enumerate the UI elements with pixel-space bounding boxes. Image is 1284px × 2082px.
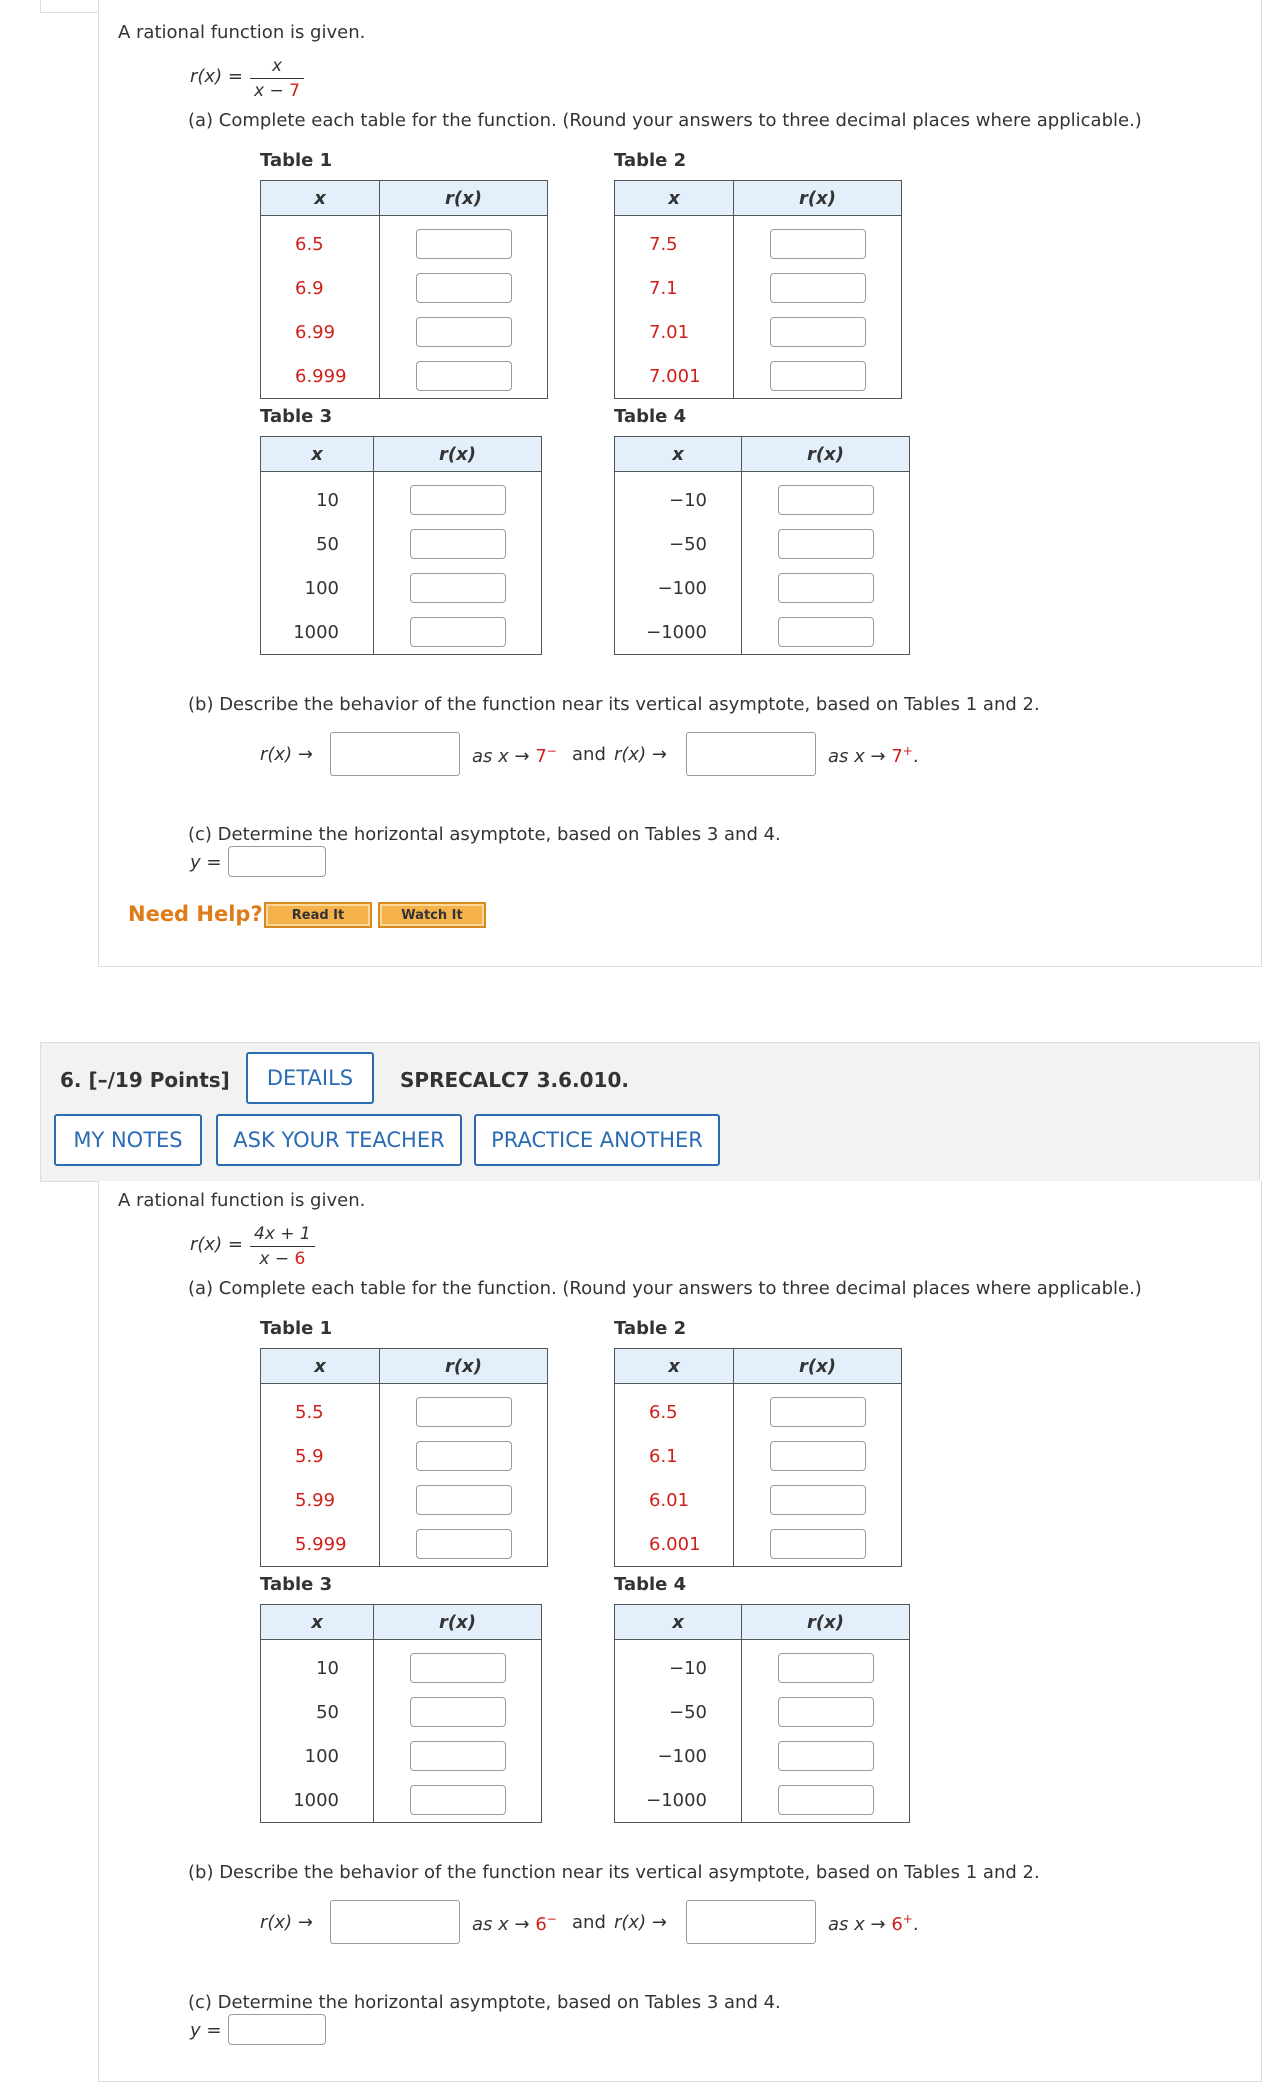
q5-table2-x: 7.001 <box>615 354 734 399</box>
q6-table3-r-input[interactable] <box>410 1653 506 1683</box>
q6-table4-r-input[interactable] <box>778 1741 874 1771</box>
q5-table4-x: −100 <box>615 566 742 610</box>
q6-table1-x: 5.5 <box>261 1384 380 1435</box>
q6-table2-col-x: x <box>615 1349 734 1384</box>
q5-table1-r-input[interactable] <box>416 361 512 391</box>
q6-table2-r-input[interactable] <box>770 1529 866 1559</box>
q5-c-asymptote-input[interactable] <box>228 846 326 877</box>
q5-table3-r-input[interactable] <box>410 617 506 647</box>
q6-table2 <box>614 1348 902 1567</box>
q5-table3-x: 1000 <box>261 610 374 655</box>
q5-table1 <box>260 180 548 399</box>
q6-b-limit-right-input[interactable] <box>686 1900 816 1944</box>
q6-table2-x: 6.001 <box>615 1522 734 1567</box>
q5-table2-x: 7.01 <box>615 310 734 354</box>
q5-c-y: y = <box>190 852 222 873</box>
q6-b-r2: r(x) → <box>614 1912 667 1933</box>
q5-table2-col-x: x <box>615 181 734 216</box>
q6-table1-r-input[interactable] <box>416 1485 512 1515</box>
q6-table3-r-input[interactable] <box>410 1697 506 1727</box>
q6-table4-r-input[interactable] <box>778 1653 874 1683</box>
q6-table3-x: 50 <box>261 1690 374 1734</box>
q5-table1-r-input[interactable] <box>416 273 512 303</box>
q5-table4-title: Table 4 <box>614 406 687 427</box>
q6-table1-r-input[interactable] <box>416 1441 512 1471</box>
q5-table3-r-input[interactable] <box>410 485 506 515</box>
q5-table2-r-input[interactable] <box>770 273 866 303</box>
read-it-button[interactable]: Read It <box>264 902 372 928</box>
q5-intro: A rational function is given. <box>118 22 366 43</box>
q6-table1-col-x: x <box>261 1349 380 1384</box>
q5-table4-x: −1000 <box>615 610 742 655</box>
q5-table3-x: 50 <box>261 522 374 566</box>
q6-c-asymptote-input[interactable] <box>228 2014 326 2045</box>
q5-part-b: (b) Describe the behavior of the function near its vertical asymptote, based on Tables 1 and 2. <box>188 694 1040 715</box>
q5-table1-title: Table 1 <box>260 150 333 171</box>
q6-table4 <box>614 1604 910 1823</box>
q6-number-points: 6. [–/19 Points] <box>60 1068 230 1092</box>
q6-table3-x: 10 <box>261 1640 374 1691</box>
q5-part-c: (c) Determine the horizontal asymptote, based on Tables 3 and 4. <box>188 824 781 845</box>
q6-table3-col-x: x <box>261 1605 374 1640</box>
q5-table1-col-r: r(x) <box>380 181 548 216</box>
q6-table4-col-r: r(x) <box>742 1605 910 1640</box>
q6-table2-r-input[interactable] <box>770 1397 866 1427</box>
q6-table1 <box>260 1348 548 1567</box>
q5-b-limit-left-input[interactable] <box>330 732 460 776</box>
q6-table2-title: Table 2 <box>614 1318 687 1339</box>
q6-table2-x: 6.01 <box>615 1478 734 1522</box>
q6-table4-r-input[interactable] <box>778 1785 874 1815</box>
q5-table1-x: 6.999 <box>261 354 380 399</box>
q5-table3-title: Table 3 <box>260 406 333 427</box>
q6-table1-r-input[interactable] <box>416 1397 512 1427</box>
q5-table4-r-input[interactable] <box>778 529 874 559</box>
q5-b-r1: r(x) → <box>260 744 313 765</box>
q6-table1-x: 5.99 <box>261 1478 380 1522</box>
q6-table2-x: 6.1 <box>615 1434 734 1478</box>
q6-table2-col-r: r(x) <box>734 1349 902 1384</box>
q6-table4-x: −10 <box>615 1640 742 1691</box>
practice-another-button[interactable]: PRACTICE ANOTHER <box>474 1114 720 1166</box>
q5-table3-r-input[interactable] <box>410 573 506 603</box>
q5-table2-x: 7.5 <box>615 216 734 267</box>
q5-table4-r-input[interactable] <box>778 617 874 647</box>
q6-table3-x: 1000 <box>261 1778 374 1823</box>
q6-table1-r-input[interactable] <box>416 1529 512 1559</box>
q5-b-and: and <box>572 744 606 765</box>
q6-b-as1: as x → 6− <box>472 1912 557 1935</box>
q5-table2-r-input[interactable] <box>770 317 866 347</box>
q6-b-r1: r(x) → <box>260 1912 313 1933</box>
q5-function-denominator: x − 7 <box>254 81 300 101</box>
q5-b-as1: as x → 7− <box>472 744 557 767</box>
q5-b-as2: as x → 7+. <box>828 744 919 767</box>
q5-table4 <box>614 436 910 655</box>
q6-table3-title: Table 3 <box>260 1574 333 1595</box>
my-notes-button[interactable]: MY NOTES <box>54 1114 202 1166</box>
q6-function-denominator: x − 6 <box>259 1249 306 1269</box>
q6-table3-r-input[interactable] <box>410 1785 506 1815</box>
q6-function-fraction <box>250 1224 315 1269</box>
q6-c-y: y = <box>190 2020 222 2041</box>
q5-table4-x: −10 <box>615 472 742 523</box>
q6-table4-title: Table 4 <box>614 1574 687 1595</box>
q6-function-lhs: r(x) = <box>190 1234 243 1255</box>
q5-table1-x: 6.99 <box>261 310 380 354</box>
q5-table3-x: 10 <box>261 472 374 523</box>
q6-problem-code: SPRECALC7 3.6.010. <box>400 1068 629 1092</box>
q5-function-lhs: r(x) = <box>190 66 243 87</box>
q6-table4-col-x: x <box>615 1605 742 1640</box>
q6-table3-x: 100 <box>261 1734 374 1778</box>
q6-b-and: and <box>572 1912 606 1933</box>
q5-table3-col-x: x <box>261 437 374 472</box>
details-button[interactable]: DETAILS <box>246 1052 374 1104</box>
q5-table2-r-input[interactable] <box>770 229 866 259</box>
q6-table1-x: 5.9 <box>261 1434 380 1478</box>
q6-table2-r-input[interactable] <box>770 1485 866 1515</box>
q5-table2-col-r: r(x) <box>734 181 902 216</box>
q6-part-b: (b) Describe the behavior of the function near its vertical asymptote, based on Tables 1 and 2. <box>188 1862 1040 1883</box>
q6-table4-x: −100 <box>615 1734 742 1778</box>
q6-intro: A rational function is given. <box>118 1190 366 1211</box>
q6-b-limit-left-input[interactable] <box>330 1900 460 1944</box>
q5-table4-col-x: x <box>615 437 742 472</box>
q6-table4-x: −1000 <box>615 1778 742 1823</box>
q5-table4-x: −50 <box>615 522 742 566</box>
q6-table1-x: 5.999 <box>261 1522 380 1567</box>
q5-b-r2: r(x) → <box>614 744 667 765</box>
ask-your-teacher-button[interactable]: ASK YOUR TEACHER <box>216 1114 462 1166</box>
q5-table2-title: Table 2 <box>614 150 687 171</box>
q6-b-as2: as x → 6+. <box>828 1912 919 1935</box>
q5-table2 <box>614 180 902 399</box>
q6-part-c: (c) Determine the horizontal asymptote, based on Tables 3 and 4. <box>188 1992 781 2013</box>
q6-table4-r-input[interactable] <box>778 1697 874 1727</box>
q6-table3-r-input[interactable] <box>410 1741 506 1771</box>
q5-table3 <box>260 436 542 655</box>
q6-table1-col-r: r(x) <box>380 1349 548 1384</box>
q6-part-a: (a) Complete each table for the function. (Round your answers to three decimal places where applicable.) <box>188 1278 1142 1299</box>
q5-table4-r-input[interactable] <box>778 485 874 515</box>
q5-function-numerator: x <box>271 56 282 76</box>
q5-table2-x: 7.1 <box>615 266 734 310</box>
q6-table4-x: −50 <box>615 1690 742 1734</box>
q6-table3-col-r: r(x) <box>374 1605 542 1640</box>
q6-table1-title: Table 1 <box>260 1318 333 1339</box>
q5-table1-r-input[interactable] <box>416 317 512 347</box>
q5-table3-r-input[interactable] <box>410 529 506 559</box>
q5-part-a: (a) Complete each table for the function. (Round your answers to three decimal places where applicable.) <box>188 110 1142 131</box>
q6-table3 <box>260 1604 542 1823</box>
q5-table1-r-input[interactable] <box>416 229 512 259</box>
q5-b-limit-right-input[interactable] <box>686 732 816 776</box>
q5-table4-col-r: r(x) <box>742 437 910 472</box>
q5-table2-r-input[interactable] <box>770 361 866 391</box>
q6-table2-r-input[interactable] <box>770 1441 866 1471</box>
q5-table1-col-x: x <box>261 181 380 216</box>
q5-table1-x: 6.5 <box>261 216 380 267</box>
q5-table1-x: 6.9 <box>261 266 380 310</box>
watch-it-button[interactable]: Watch It <box>378 902 486 928</box>
q6-table2-x: 6.5 <box>615 1384 734 1435</box>
q5-table3-x: 100 <box>261 566 374 610</box>
q5-function-fraction <box>250 56 304 101</box>
need-help-label: Need Help? <box>128 902 263 926</box>
q5-table4-r-input[interactable] <box>778 573 874 603</box>
q6-function-numerator: 4x + 1 <box>254 1224 311 1244</box>
q5-table3-col-r: r(x) <box>374 437 542 472</box>
